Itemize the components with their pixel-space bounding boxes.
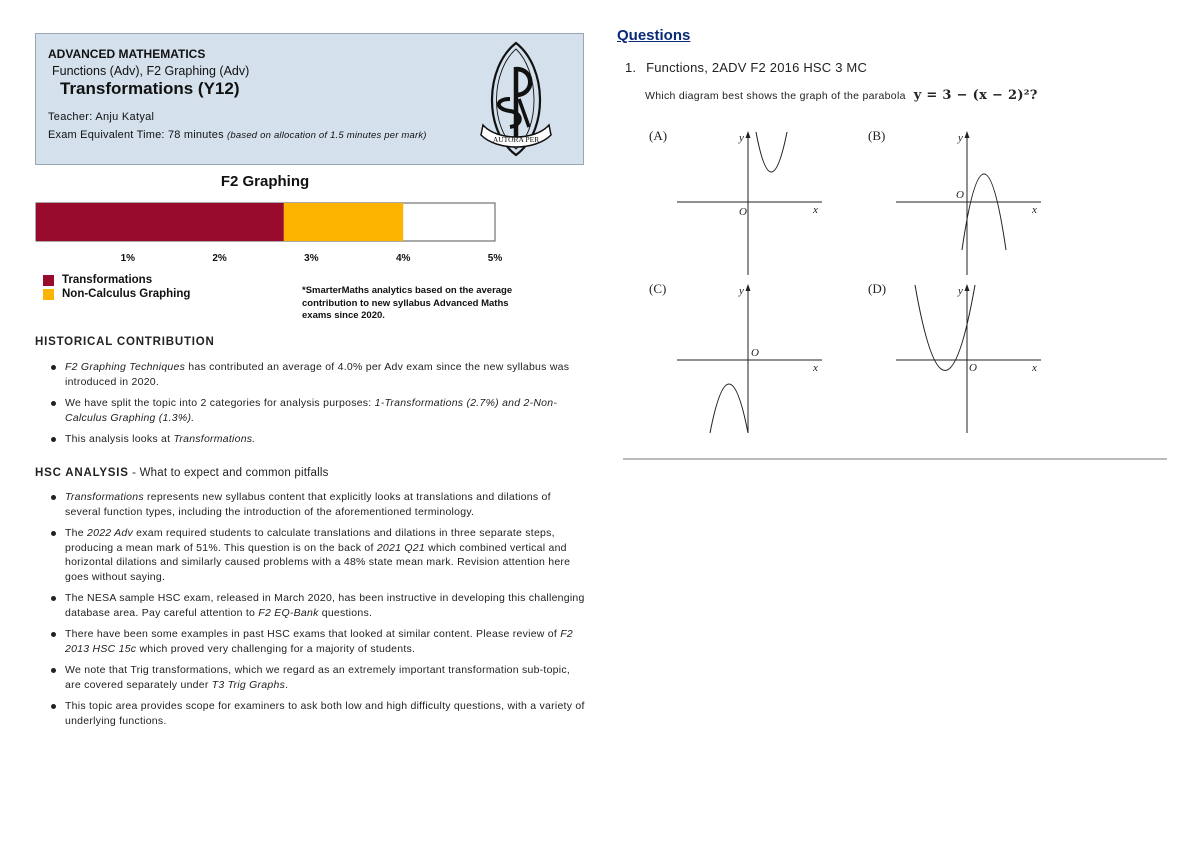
option-b-label: (B) <box>868 128 886 143</box>
list-item <box>50 360 585 389</box>
teacher-line <box>48 111 154 123</box>
legend-item-transformations <box>43 273 190 287</box>
text: which proved very challenging for a majority of students. <box>136 642 416 655</box>
question-1-prompt <box>645 88 1038 103</box>
heading-rest: - What to expect and common pitfalls <box>128 467 329 479</box>
text: There have been some examples in past HSC exams that looked at similar content. Please review of <box>65 628 561 640</box>
school-crest-logo <box>477 39 555 161</box>
x-tick-label: 4% <box>395 253 411 264</box>
parabola-curve <box>756 132 787 172</box>
text: represents new syllabus content that explicitly looks at translations and dilations of several function types, including the introduction of the aforementioned terminology. <box>65 491 551 518</box>
option-b-graph <box>896 125 1066 280</box>
header-box <box>35 33 584 165</box>
time-value: 78 minutes <box>167 129 224 141</box>
parabola-equation: y = 3 − (x − 2)²? <box>913 88 1038 103</box>
option-d-label: (D) <box>868 281 887 296</box>
crest-motto: AUTORA PER <box>492 135 540 144</box>
option-a-graph <box>677 125 847 280</box>
subject-heading: ADVANCED MATHEMATICS <box>48 47 206 61</box>
italic-text: F2 Graphing Techniques <box>65 361 186 373</box>
time-note: (based on allocation of 1.5 minutes per mark) <box>227 130 427 141</box>
topic-subtitle: Functions (Adv), F2 Graphing (Adv) <box>52 64 250 78</box>
text: The NESA sample HSC exam, released in March 2020, has been instructive in developing this challenging database area. Pay careful attention to <box>65 592 585 619</box>
text: This analysis looks at <box>65 433 174 445</box>
text: exam required students to calculate translations and dilations in three separate steps, producing a mean mark of 51%. This question is on the back of <box>65 527 555 554</box>
y-axis-label: y <box>958 285 963 297</box>
y-axis-label: y <box>739 132 744 144</box>
contribution-bar-chart <box>30 198 508 270</box>
chart-legend <box>43 273 190 301</box>
list-item <box>50 663 585 692</box>
bar-segment-transformations <box>36 203 284 241</box>
option-d-graph <box>896 278 1066 433</box>
hsc-analysis-heading <box>35 467 329 479</box>
teacher-label: Teacher: <box>48 111 93 123</box>
origin-label: O <box>956 189 964 201</box>
text: The <box>65 527 88 539</box>
page-title: Transformations (Y12) <box>60 79 240 98</box>
italic-text: F2 2013 HSC 15c <box>65 628 573 655</box>
x-axis-label: x <box>813 362 818 374</box>
italic-text: T3 Trig Graphs <box>211 678 286 691</box>
x-axis-label: x <box>1032 362 1037 374</box>
x-axis-label: x <box>813 204 818 216</box>
option-a-label: (A) <box>649 128 668 143</box>
legend-swatch-transformations <box>43 275 54 286</box>
list-item <box>50 591 585 620</box>
analytics-footnote: *SmarterMaths analytics based on the average contribution to new syllabus Advanced Maths exams since 2020. <box>302 285 513 321</box>
option-c-graph <box>677 278 847 433</box>
italic-text: F2 EQ-Bank <box>258 606 319 619</box>
historical-heading: HISTORICAL CONTRIBUTION <box>35 336 215 348</box>
text: We note that Trig transformations, which we regard as an extremely important transformation sub-topic, are covered separately under <box>65 664 571 691</box>
hsc-analysis-list <box>50 490 585 735</box>
text: We have split the topic into 2 categories for analysis purposes: <box>65 397 375 409</box>
option-c-label: (C) <box>649 281 667 296</box>
origin-label: O <box>969 362 977 374</box>
time-label: Exam Equivalent Time: <box>48 129 165 141</box>
italic-text: Transformations. <box>173 433 256 445</box>
list-item <box>50 396 585 425</box>
italic-text: Transformations <box>65 491 144 503</box>
legend-item-non-calculus <box>43 287 190 301</box>
x-tick-label: 3% <box>304 253 319 264</box>
parabola-curve <box>962 174 1006 250</box>
question-number: 1. <box>625 60 637 75</box>
historical-list <box>50 360 585 454</box>
origin-label: O <box>751 347 759 359</box>
list-item <box>50 432 585 447</box>
x-axis-label: x <box>1032 204 1037 216</box>
bar-segment-non-calculus <box>284 203 403 241</box>
text: This topic area provides scope for examiners to ask both low and high difficulty questions, with a variety of underlying functions. <box>65 700 585 727</box>
x-tick-label: 5% <box>487 253 503 264</box>
text: which combined vertical and horizontal dilations and similarly caused problems with a 48% state mean mark. Revision attention here goes without saying. <box>65 541 571 583</box>
text: has contributed an average of 4.0% per Adv exam since the new syllabus was introduced in 2020. <box>65 361 570 388</box>
prompt-text: Which diagram best shows the graph of the parabola <box>645 90 906 102</box>
origin-label: O <box>739 206 747 218</box>
question-title: Functions, 2ADV F2 2016 HSC 3 MC <box>646 60 868 75</box>
legend-swatch-non-calculus <box>43 289 54 300</box>
chart-title: F2 Graphing <box>220 173 310 190</box>
list-item <box>50 490 585 519</box>
list-item <box>50 526 585 584</box>
parabola-curve <box>915 285 975 371</box>
legend-label: Transformations <box>62 274 153 286</box>
italic-text: 2022 Adv <box>87 527 133 539</box>
italic-text: 2021 Q21 <box>376 541 425 554</box>
teacher-name: Anju Katyal <box>95 111 155 123</box>
text: . <box>285 678 289 691</box>
exam-time-line <box>48 129 427 141</box>
heading-bold: HSC ANALYSIS <box>35 467 129 479</box>
questions-heading: Questions <box>617 27 691 44</box>
list-item <box>50 627 585 656</box>
legend-label: Non-Calculus Graphing <box>62 288 191 300</box>
x-tick-label: 1% <box>120 253 136 264</box>
x-tick-label: 2% <box>212 253 227 264</box>
parabola-curve <box>710 384 748 433</box>
text: questions. <box>318 606 373 619</box>
y-axis-label: y <box>958 132 963 144</box>
section-divider <box>623 458 1167 460</box>
italic-text: 1-Transformations (2.7%) and 2-Non-Calculus Graphing (1.3%). <box>65 397 558 424</box>
y-axis-label: y <box>739 285 744 297</box>
list-item <box>50 699 585 728</box>
question-1-title <box>625 60 867 75</box>
